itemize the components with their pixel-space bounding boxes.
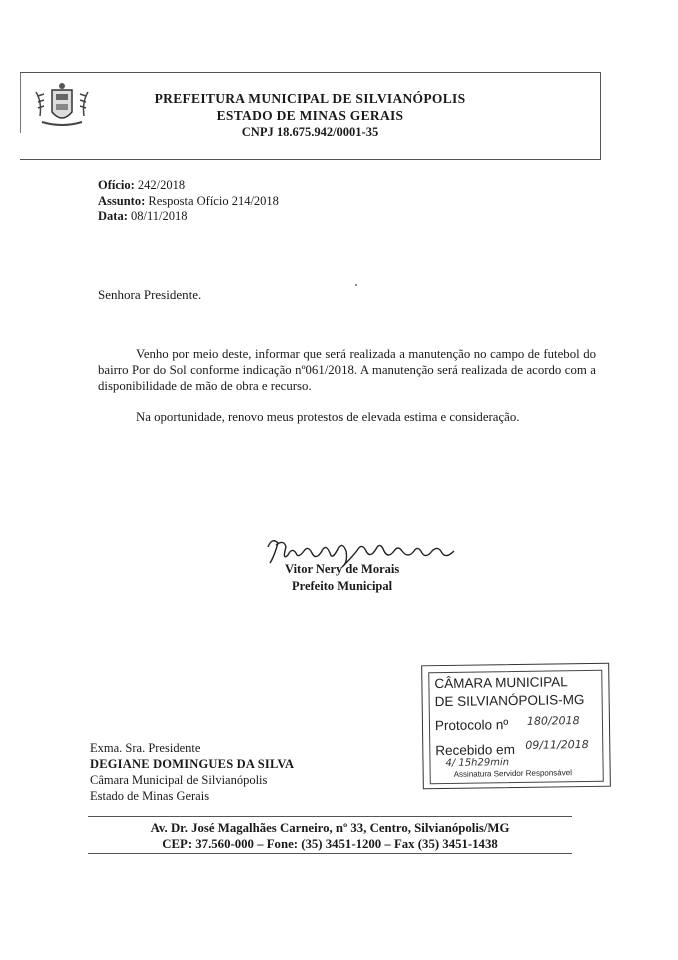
- stamp-handwritten-time: 4/ 15h29min: [445, 757, 510, 769]
- oficio-line: [98, 178, 185, 193]
- stamp-recebido-value: 09/11/2018: [525, 737, 589, 752]
- oficio-value: 242/2018: [137, 178, 186, 192]
- oficio-label: Ofício:: [98, 178, 135, 192]
- signer-name: Vitor Nery de Morais: [285, 562, 400, 576]
- letterhead-title: PREFEITURA MUNICIPAL DE SILVIANÓPOLIS: [154, 91, 466, 106]
- assunto-line: [98, 194, 279, 209]
- data-label: Data:: [98, 209, 128, 223]
- stamp-line-1: CÂMARA MUNICIPAL: [434, 674, 568, 692]
- recipient-state: Estado de Minas Gerais: [90, 789, 210, 803]
- recipient-title: Exma. Sra. Presidente: [90, 741, 201, 755]
- data-value: 08/11/2018: [130, 209, 188, 223]
- stamp-protocolo-value: 180/2018: [526, 714, 580, 728]
- stamp-line-2: DE SILVIANÓPOLIS-MG: [434, 692, 585, 710]
- footer-contact: CEP: 37.560-000 – Fone: (35) 3451-1200 – Fax (35) 3451-1438: [162, 837, 498, 851]
- speck: [355, 284, 357, 286]
- letterhead-box: [20, 72, 601, 160]
- reception-stamp: [421, 663, 611, 790]
- recipient-name: DEGIANE DOMINGUES DA SILVA: [90, 757, 295, 771]
- stamp-recebido: [435, 737, 589, 759]
- letterhead-cnpj: CNPJ 18.675.942/0001-35: [241, 125, 379, 139]
- signer-role: Prefeito Municipal: [292, 579, 393, 593]
- recipient-institution: Câmara Municipal de Silvianópolis: [90, 773, 268, 787]
- letterhead-state: ESTADO DE MINAS GERAIS: [216, 108, 404, 123]
- salutation: Senhora Presidente.: [98, 287, 202, 302]
- footer-box: [88, 816, 572, 854]
- body-paragraph-2: Na oportunidade, renovo meus protestos de elevada estima e consideração.: [136, 410, 520, 424]
- assunto-label: Assunto:: [98, 194, 146, 208]
- stamp-protocolo-label: Protocolo nº: [434, 717, 509, 734]
- assunto-value: Resposta Ofício 214/2018: [148, 194, 279, 208]
- body-paragraph-1: Venho por meio deste, informar que será realizada a manutenção no campo de futebol do bairro Por do Sol conforme indicação nº061/2018. A manutenção será realizada de acordo com a disponibilidade de mão de obra e recurso.: [98, 347, 596, 393]
- stamp-protocolo: [434, 714, 580, 734]
- stamp-recebido-label: Recebido em: [435, 742, 515, 759]
- footer-address: Av. Dr. José Magalhães Carneiro, nº 33, Centro, Silvianópolis/MG: [150, 821, 510, 835]
- stamp-assinatura-label: Assinatura Servidor Responsável: [453, 768, 573, 779]
- data-line: [98, 209, 187, 224]
